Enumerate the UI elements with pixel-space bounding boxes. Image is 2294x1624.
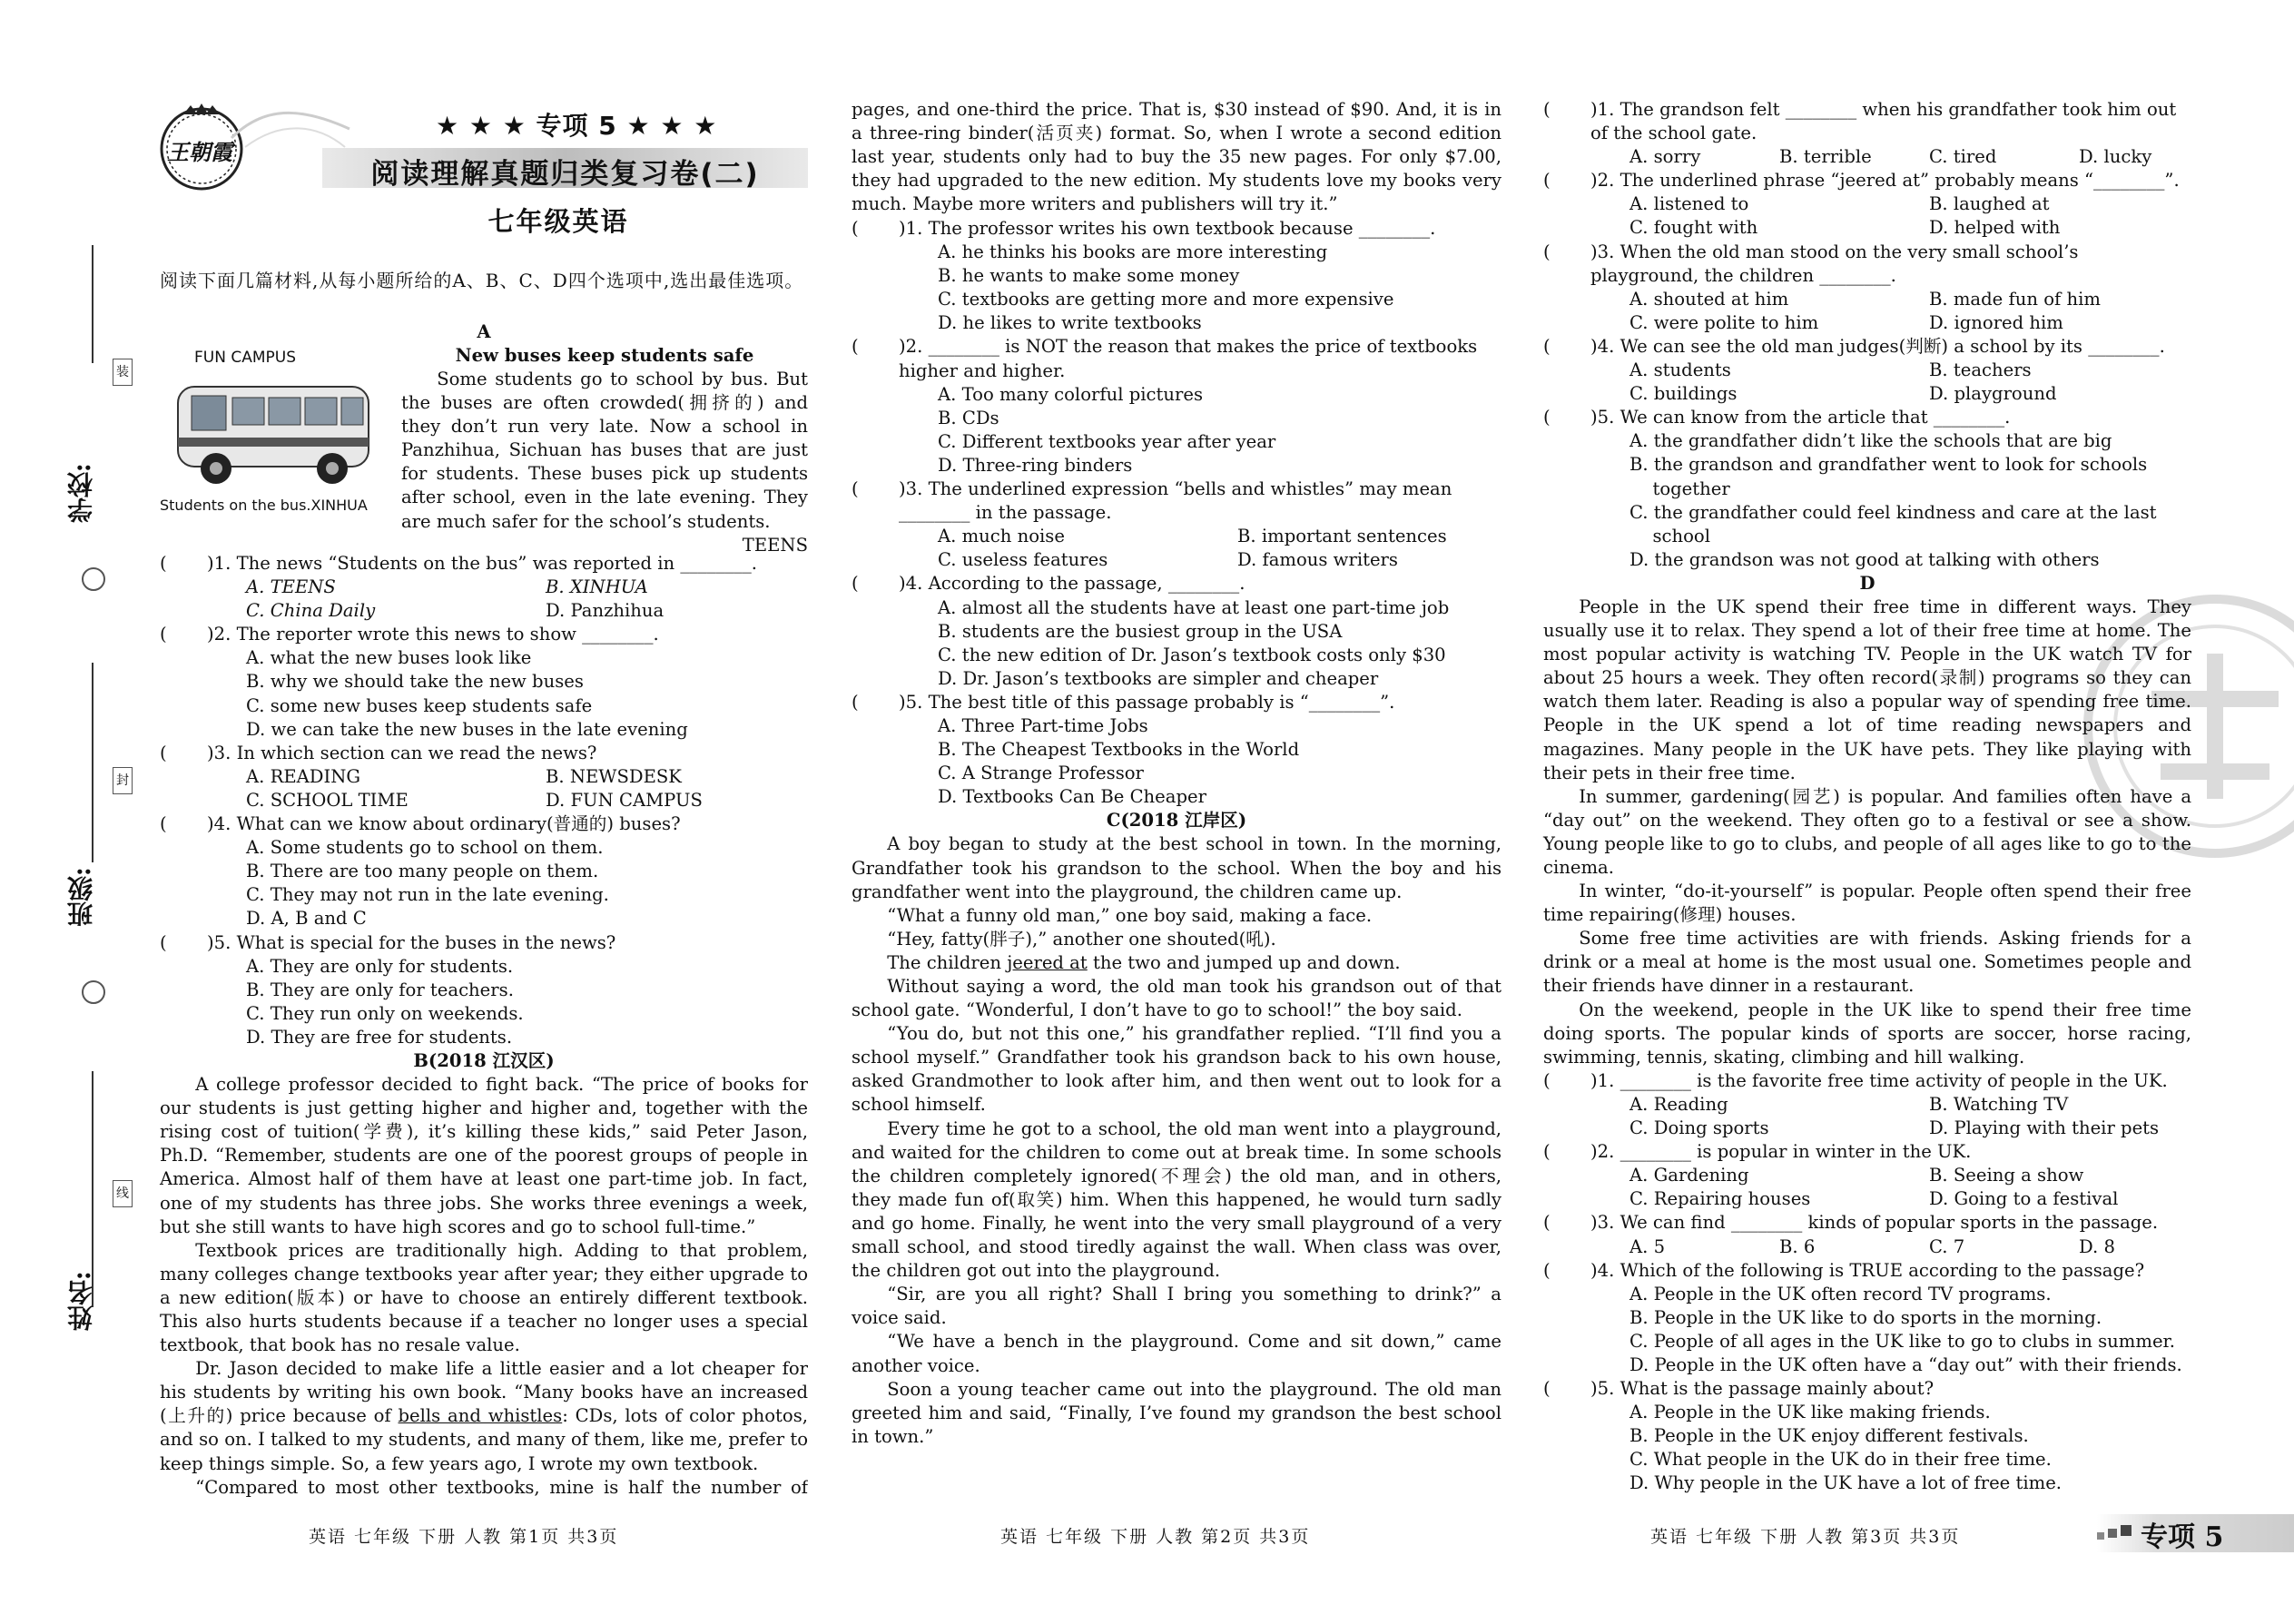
question-stem: )1. The professor writes his own textbook because ________. — [899, 218, 1436, 239]
passage-a-q5: ( )5. What is special for the buses in the news? A. They are only for students. B. They are only for teachers. C. They run only on weekends. D. They are free for students. — [160, 931, 808, 1049]
option[interactable]: B. XINHUA — [546, 576, 648, 598]
question-stem: )3. The underlined expression “bells and whistles” may mean ________ in the passage. — [899, 478, 1452, 524]
option[interactable]: C. the new edition of Dr. Jason’s textbook costs only $30 — [938, 644, 1446, 665]
option[interactable]: C. useless features — [938, 549, 1108, 571]
binding-line-mid — [92, 663, 94, 862]
passage-b-p4-cont: pages, and one-third the price. That is, $30 instead of $90. And, it is in a three-ring binder(活页夹) format. So, when I wrote a second edition last year, students only had to buy the 35 new pages. For only $7.00, they had upgraded to the new edition. My students love my books very much. Maybe more writers and publishers will try it.” — [852, 99, 1501, 215]
question-stem: )1. The news “Students on the bus” was reported in ________. — [207, 553, 757, 574]
option[interactable]: A. 5 — [1629, 1235, 1666, 1257]
passage-d-q5: ( )5. What is the passage mainly about? A. People in the UK like making friends. B. People in the UK enjoy different festivals. C. What people in the UK do in their free time. D. Why people in the UK have a lot of free time. — [1543, 1377, 2191, 1495]
option[interactable]: B. CDs — [938, 407, 999, 428]
option[interactable]: A. students — [1629, 359, 1731, 381]
question-stem: )1. ________ is the favorite free time activity of people in the UK. — [1590, 1069, 2168, 1091]
question-stem: )4. What can we know about ordinary(普通的) buses? — [207, 813, 681, 835]
footer-badge-squares — [2097, 1525, 2133, 1543]
passage-c-p6: “You do, but not this one,” his grandfather replied. “I’ll find you a school myself.” Grandfather took his grandson back to his own house, asked Grandmother to look after him, and then went out to look for a school himself. — [852, 1023, 1501, 1116]
passage-c-p7: Every time he got to a school, the old man went into a playground, and waited for the children to come out at break time. In some schools the children completely ignored(不理会) the old man, and in others, they made fun of(取笑) him. When this happened, he would turn sadly and go home. Finally, he went into the very small playground of a very small school, and stood tiredly against the wall. When class was over, the children got out into the playground. — [852, 1117, 1501, 1282]
option[interactable]: A. They are only for students. — [246, 955, 514, 977]
option[interactable]: D. helped with — [1929, 217, 2061, 239]
option[interactable]: A. TEENS — [246, 576, 336, 598]
option[interactable]: B. Watching TV — [1929, 1093, 2069, 1115]
option[interactable]: C. Repairing houses — [1629, 1188, 1811, 1210]
column-2 — [852, 98, 1501, 1449]
question-stem: )2. The reporter wrote this news to show ________. — [207, 624, 659, 645]
option[interactable]: B. 6 — [1779, 1235, 1816, 1257]
option[interactable]: C. A Strange Professor — [938, 763, 1144, 784]
option[interactable]: D. playground — [1929, 383, 2057, 405]
binding-hole-1 — [82, 567, 105, 591]
passage-d-q1: ( )1. ________ is the favorite free time activity of people in the UK. A. Reading B. Watching TV C. Doing sports D. Playing with their pets — [1543, 1069, 2191, 1140]
passage-b-q2: ( )2. ________ is NOT the reason that makes the price of textbooks higher and higher. A. Too many colorful pictures B. CDs C. Different textbooks year after year D. Three-ring binders — [852, 335, 1501, 477]
question-stem: )2. ________ is NOT the reason that makes the price of textbooks higher and higher. — [899, 336, 1478, 381]
footer-badge: 专项 5 — [2141, 1521, 2224, 1553]
passage-a-body — [401, 368, 808, 557]
option[interactable]: A. shouted at him — [1629, 288, 1789, 310]
passage-c-p2: “What a funny old man,” one boy said, making a face. — [887, 904, 1373, 926]
binding-line-top — [92, 245, 94, 363]
option[interactable]: B. There are too many people on them. — [246, 861, 599, 882]
option[interactable]: C. Different textbooks year after year — [938, 430, 1276, 452]
option[interactable]: A. Three Part-time Jobs — [938, 714, 1148, 736]
passage-d-p5: On the weekend, people in the UK like to spend their free time doing sports. The popular kinds of sports are soccer, horse racing, swimming, tennis, skating, climbing and hill walking. — [1543, 999, 2191, 1068]
passage-a-q4: ( )4. What can we know about ordinary(普通的) buses? A. Some students go to school on them. B. There are too many people on them. C. They may not run in the late evening. D. A, B and C — [160, 812, 808, 930]
option[interactable]: D. Playing with their pets — [1929, 1117, 2160, 1139]
option[interactable]: C. were polite to him — [1629, 311, 1819, 333]
option[interactable]: D. we can take the new buses in the late evening — [246, 718, 688, 740]
footer-page-1: 英语 七年级 下册 人教 第1页 共3页 — [309, 1527, 619, 1547]
passage-b-p1: A college professor decided to fight back. “The price of books for our students is just getting higher and higher and, together with the rising cost of tuition(学费), it’s killing these kids,” said Peter Jason, Ph.D. “Remember, students are one of the poorest groups of people in America. Almost half of them have at least one part-time job. In fact, one of my students has three jobs. She works three evenings a week, but she still wants to have high scores and go to school full-time.” — [160, 1074, 808, 1237]
passage-b-q4: ( )4. According to the passage, ________. A. almost all the students have at least one part-time job B. students are the busiest group in the USA C. the new edition of Dr. Jason’s textbook costs only $30 D. Dr. Jason’s textbooks are simpler and cheaper — [852, 572, 1501, 690]
passage-b-p3: Dr. Jason decided to make life a little easier and a lot cheaper for his students by writing his own book. “Many books have an increased (上升的) price because of bells and whistles: CDs, lots of color photos, and so on. I talked to my students, and many of them, like me, prefer to keep things simple. So, a few years ago, I wrote my own textbook. — [160, 1358, 808, 1474]
image-caption-top: FUN CAMPUS — [194, 349, 296, 367]
question-stem: )1. The grandson felt ________ when his grandfather took him out of the school gate. — [1590, 99, 2177, 144]
passage-d-p2: In summer, gardening(园艺) is popular. And families often have a “day out” on the weekend. They often go to a festival or see a show. Young people like to go to clubs, and people of all ages like to go to the cinema. — [1543, 785, 2191, 878]
option[interactable]: B. laughed at — [1929, 193, 2050, 215]
underlined-phrase: jeered at — [1007, 951, 1088, 973]
option[interactable]: A. he thinks his books are more interesting — [938, 241, 1328, 263]
option[interactable]: A. the grandfather didn’t like the schools that are big — [1629, 430, 2112, 452]
option[interactable]: D. Dr. Jason’s textbooks are simpler and cheaper — [938, 667, 1379, 689]
option[interactable]: D. They are free for students. — [246, 1026, 513, 1048]
option[interactable]: D. Panzhihua — [546, 600, 665, 622]
question-stem: )2. The underlined phrase “jeered at” probably means “________”. — [1590, 170, 2180, 192]
passage-c-q2: ( )2. The underlined phrase “jeered at” probably means “________”. A. listened to B. laughed at C. fought with D. helped with — [1543, 169, 2191, 240]
brand-name: 王朝霞 — [167, 139, 232, 165]
option[interactable]: B. The Cheapest Textbooks in the World — [938, 739, 1300, 761]
option[interactable]: B. terrible — [1779, 146, 1872, 168]
footer-page-3: 英语 七年级 下册 人教 第3页 共3页 — [1650, 1527, 1961, 1547]
option[interactable]: D. Why people in the UK have a lot of free time. — [1629, 1472, 2063, 1494]
option[interactable]: C. some new buses keep students safe — [246, 694, 593, 716]
passage-c-q3: ( )3. When the old man stood on the very small school’s playground, the children ________. A. shouted at him B. made fun of him C. were polite to him D. ignored him — [1543, 241, 2191, 335]
option[interactable]: C. textbooks are getting more and more expensive — [938, 289, 1394, 310]
option[interactable]: B. students are the busiest group in the USA — [938, 620, 1343, 642]
option[interactable]: D. famous writers — [1237, 549, 1398, 571]
passage-d-p1: People in the UK spend their free time in different ways. They usually use it to relax. They spend a lot of their free time at home. The most popular activity is watching TV. People in the UK watch TV for about 25 hours a week. They often record(录制) programs so they can watch them later. Reading is also a popular way of spending free time. People in the UK spend a lot of time reading newspapers and magazines. Many people in the UK have pets. They like playing with their pets in their free time. — [1543, 595, 2191, 783]
option[interactable]: A. Some students go to school on them. — [246, 837, 604, 859]
binding-hole-2 — [82, 980, 105, 1004]
class-label: 班级: — [66, 867, 96, 928]
passage-b-p2: Textbook prices are traditionally high. Adding to that problem, many colleges change textbooks year after year; they either upgrade to a new edition(版本) or have to choose an entirely different textbook. This also hurts students because if a teacher no longer uses a special textbook, that book has no resale value. — [160, 1239, 808, 1356]
passage-d-p3: In winter, “do-it-yourself” is popular. People often spend their free time repairing(修理) houses. — [1543, 881, 2191, 926]
passage-a-text: Some students go to school by bus. But the buses are often crowded(拥挤的) and they don’t run very late. Now a school in Panzhihua, Sichuan has buses that are just for students. These buses pick up students after school, even in the late evening. They are much safer for the school’s students. — [401, 369, 808, 532]
binding-mark-3: 线 — [113, 1180, 133, 1207]
option[interactable]: D. lucky — [2079, 146, 2152, 168]
option[interactable]: B. the grandson and grandfather went to look for schools together — [1629, 454, 2148, 499]
option[interactable]: D. Going to a festival — [1929, 1188, 2119, 1210]
option[interactable]: D. Three-ring binders — [938, 454, 1133, 476]
passage-c-q4: ( )4. We can see the old man judges(判断) a school by its ________. A. students B. teachers C. buildings D. playground — [1543, 335, 2191, 406]
option[interactable]: D. ignored him — [1929, 311, 2063, 333]
option[interactable]: B. made fun of him — [1929, 288, 2101, 310]
bus-image — [160, 349, 396, 514]
bus-illustration — [160, 370, 387, 493]
option[interactable]: D. People in the UK often have a “day out” with their friends. — [1629, 1353, 2182, 1375]
option[interactable]: A. sorry — [1629, 146, 1701, 168]
passage-c-label: C(2018 江岸区) — [1106, 810, 1247, 832]
option[interactable]: B. People in the UK like to do sports in the morning. — [1629, 1306, 2102, 1328]
passage-c-q1: ( )1. The grandson felt ________ when his grandfather took him out of the school gate. A. sorry B. terrible C. tired D. lucky — [1543, 98, 2191, 169]
instructions: 阅读下面几篇材料,从每小题所给的A、B、C、D四个选项中,选出最佳选项。 — [160, 270, 804, 291]
option[interactable]: C. China Daily — [246, 600, 376, 622]
question-stem: )5. What is special for the buses in the news? — [207, 931, 616, 953]
passage-a-q1: ( )1. The news “Students on the bus” was reported in ________. A. TEENS B. XINHUA C. China Daily D. Panzhihua — [160, 552, 808, 623]
passage-a-title: New buses keep students safe — [455, 345, 754, 366]
option[interactable]: C. buildings — [1629, 383, 1738, 405]
option[interactable]: C. the grandfather could feel kindness and care at the last school — [1629, 501, 2157, 546]
question-stem: )4. We can see the old man judges(判断) a school by its ________. — [1590, 335, 2165, 357]
series-label: ★ ★ ★ 专项 5 ★ ★ ★ — [436, 111, 718, 141]
option[interactable]: D. 8 — [2079, 1235, 2115, 1257]
option[interactable]: D. Textbooks Can Be Cheaper — [938, 786, 1206, 808]
question-stem: )5. We can know from the article that ________. — [1590, 407, 2011, 428]
option[interactable]: A. listened to — [1629, 193, 1749, 215]
option[interactable]: B. why we should take the new buses — [246, 671, 584, 693]
passage-a-source: TEENS — [742, 534, 808, 556]
option[interactable]: C. People of all ages in the UK like to go to clubs in summer. — [1629, 1330, 2175, 1352]
column-1-questions — [160, 552, 808, 1500]
question-stem: )4. According to the passage, ________. — [899, 573, 1245, 595]
passage-d-q4: ( )4. Which of the following is TRUE according to the passage? A. People in the UK often record TV programs. B. People in the UK like to do sports in the morning. C. People of all ages in the UK like to go to clubs in summer. D. People in the UK often have a “day out” with their friends. — [1543, 1259, 2191, 1377]
passage-d-q2: ( )2. ________ is popular in winter in the UK. A. Gardening B. Seeing a show C. Repairing houses D. Going to a festival — [1543, 1140, 2191, 1211]
option[interactable]: C. They run only on weekends. — [246, 1002, 524, 1024]
option[interactable]: B. People in the UK enjoy different festivals. — [1629, 1425, 2029, 1447]
option[interactable]: C. Doing sports — [1629, 1117, 1769, 1139]
option[interactable]: D. he likes to write textbooks — [938, 312, 1202, 334]
passage-c-p8: “Sir, are you all right? Shall I bring you something to drink?” a voice said. — [852, 1284, 1501, 1329]
option[interactable]: A. Reading — [1629, 1093, 1728, 1115]
option[interactable]: B. Seeing a show — [1929, 1165, 2084, 1186]
option[interactable]: A. READING — [246, 765, 361, 787]
question-stem: )5. What is the passage mainly about? — [1590, 1378, 1935, 1400]
passage-c-p9: “We have a bench in the playground. Come and sit down,” came another voice. — [852, 1331, 1501, 1376]
option[interactable]: B. They are only for teachers. — [246, 979, 514, 1000]
option[interactable]: A. People in the UK often record TV programs. — [1629, 1283, 2052, 1304]
paper-subtitle: 七年级英语 — [487, 206, 629, 237]
passage-c-p10: Soon a young teacher came out into the playground. The old man greeted him and said, “Finally, I’ve found my grandson the best school in town.” — [852, 1378, 1501, 1447]
passage-d-p4: Some free time activities are with friends. Asking friends for a drink or a meal at home is the most usual one. Sometimes people and their friends have dinner in a restaurant. — [1543, 928, 2191, 997]
option[interactable]: A. much noise — [938, 526, 1065, 547]
option[interactable]: B. important sentences — [1237, 526, 1447, 547]
option[interactable]: A. Too many colorful pictures — [938, 383, 1204, 405]
passage-c-p3: “Hey, fatty(胖子),” another one shouted(吼). — [887, 928, 1276, 950]
question-stem: )2. ________ is popular in winter in the UK. — [1590, 1141, 1972, 1163]
underlined-phrase: bells and whistles — [398, 1405, 563, 1427]
passage-b-q3: ( )3. The underlined expression “bells and whistles” may mean ________ in the passage. A. much noise B. important sentences C. useless features D. famous writers — [852, 477, 1501, 572]
binding-mark-1: 装 — [113, 359, 133, 386]
option[interactable]: C. What people in the UK do in their free time. — [1629, 1449, 2052, 1471]
question-stem: )4. Which of the following is TRUE according to the passage? — [1590, 1259, 2145, 1281]
name-label: 姓名: — [66, 1271, 96, 1332]
option[interactable]: C. SCHOOL TIME — [246, 789, 409, 811]
column-3 — [1543, 98, 2191, 1496]
option[interactable]: C. They may not run in the late evening. — [246, 884, 609, 906]
passage-d-label: D — [1859, 572, 1876, 594]
question-stem: )3. In which section can we read the news? — [207, 742, 597, 763]
question-stem: )3. We can find ________ kinds of popular sports in the passage. — [1590, 1212, 2159, 1234]
binding-mark-2: 封 — [113, 767, 133, 794]
option[interactable]: D. the grandson was not good at talking with others — [1629, 548, 2100, 570]
passage-b-p4-start: “Compared to most other textbooks, mine is half the number of — [195, 1476, 808, 1498]
option[interactable]: A. Gardening — [1629, 1165, 1749, 1186]
school-label: 学校: — [66, 463, 96, 524]
option[interactable]: B. teachers — [1929, 359, 2032, 381]
passage-a-q3: ( )3. In which section can we read the news? A. READING B. NEWSDESK C. SCHOOL TIME D. FUN CAMPUS — [160, 742, 808, 812]
passage-d-q3: ( )3. We can find ________ kinds of popular sports in the passage. A. 5 B. 6 C. 7 D. 8 — [1543, 1211, 2191, 1258]
passage-b-q5: ( )5. The best title of this passage probably is “________”. A. Three Part-time Jobs B. The Cheapest Textbooks in the World C. A Strange Professor D. Textbooks Can Be Cheaper — [852, 691, 1501, 809]
image-caption-bottom: Students on the bus.XINHUA — [160, 497, 368, 514]
option[interactable]: B. he wants to make some money — [938, 265, 1240, 287]
question-stem: )3. When the old man stood on the very small school’s playground, the children ________. — [1590, 241, 2079, 286]
passage-c-p1: A boy began to study at the best school in town. In the morning, Grandfather took his grandson to the school. When the boy and his grandfather went into the playground, the children came up. — [852, 833, 1501, 902]
option[interactable]: C. 7 — [1929, 1235, 1965, 1257]
passage-a-label: A — [477, 321, 491, 342]
option[interactable]: C. fought with — [1629, 217, 1758, 239]
passage-c-p4: The children jeered at the two and jumped up and down. — [887, 951, 1401, 973]
passage-c-q5: ( )5. We can know from the article that ________. A. the grandfather didn’t like the schools that are big B. the grandson and grandfather went to look for schools together C. the grandfather could feel kindness and care at the last school D. the grandson was not good at talking with others — [1543, 406, 2191, 572]
option[interactable]: D. FUN CAMPUS — [546, 789, 703, 811]
footer-page-2: 英语 七年级 下册 人教 第2页 共3页 — [1000, 1527, 1311, 1547]
passage-b-label: B(2018 江汉区) — [413, 1049, 555, 1071]
option[interactable]: A. what the new buses look like — [246, 647, 532, 669]
option[interactable]: C. tired — [1929, 146, 1997, 168]
option[interactable]: A. almost all the students have at least one part-time job — [938, 596, 1450, 618]
passage-b-q1: ( )1. The professor writes his own textbook because ________. A. he thinks his books are more interesting B. he wants to make some money C. textbooks are getting more and more expensive D. he likes to write textbooks — [852, 217, 1501, 335]
option[interactable]: A. People in the UK like making friends. — [1629, 1402, 1991, 1423]
passage-c-p5: Without saying a word, the old man took his grandson out of that school gate. “Wonderful, I don’t have to go to school!” the boy said. — [852, 976, 1501, 1021]
passage-a-q2: ( )2. The reporter wrote this news to show ________. A. what the new buses look like B. why we should take the new buses C. some new buses keep students safe D. we can take the new buses in the late evening — [160, 623, 808, 741]
option[interactable]: B. NEWSDESK — [546, 765, 682, 787]
question-stem: )5. The best title of this passage probably is “________”. — [899, 691, 1395, 713]
paper-title: 阅读理解真题归类复习卷(二) — [370, 158, 760, 191]
option[interactable]: D. A, B and C — [246, 908, 367, 930]
